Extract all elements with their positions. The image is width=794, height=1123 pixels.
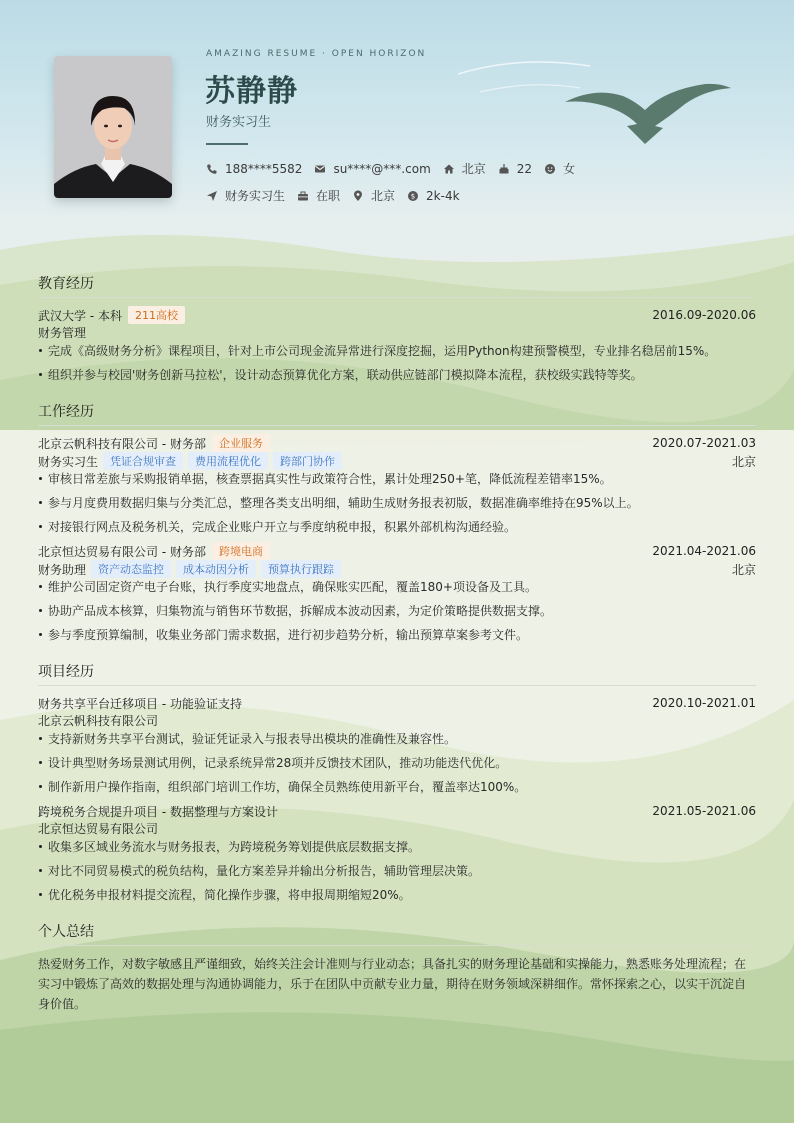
education-date: 2016.09-2020.06 bbox=[652, 308, 756, 322]
work-title: 工作经历 bbox=[38, 401, 756, 426]
job-city: 北京 bbox=[731, 562, 756, 577]
age-item bbox=[498, 162, 532, 176]
list-item: 协助产品成本核算，归集物流与销售环节数据，拆解成本波动因素，为定价策略提供数据支撑。 bbox=[38, 602, 756, 626]
location-pin-icon bbox=[352, 190, 364, 202]
list-item: 对接银行网点及税务机关，完成企业账户开立与季度纳税申报，积累外部机构沟通经验。 bbox=[38, 518, 756, 542]
job-industry-badge: 企业服务 bbox=[212, 434, 270, 452]
list-item: 维护公司固定资产电子台账，执行季度实地盘点，确保账实匹配，覆盖180+项设备及工具。 bbox=[38, 578, 756, 602]
list-item: 参与月度费用数据归集与分类汇总，整理各类支出明细，辅助生成财务报表初版，数据准确率维持在95%以上。 bbox=[38, 494, 756, 518]
summary-section bbox=[38, 921, 756, 1014]
skill-tag: 资产动态监控 bbox=[91, 560, 171, 578]
projects-title: 项目经历 bbox=[38, 661, 756, 686]
summary-text: 热爱财务工作，对数字敏感且严谨细致，始终关注会计准则与行业动态；具备扎实的财务理论基础和实操能力，熟悉账务处理流程；在实习中锻炼了高效的数据处理与沟通协调能力，乐于在团队中贡献专业力量，期待在财务领域深耕细作。常怀探索之心，以实干沉淀自身价值。 bbox=[38, 957, 747, 1011]
age-text: 22 bbox=[516, 161, 533, 176]
salary-item bbox=[407, 189, 460, 203]
job-position-row bbox=[38, 560, 756, 578]
job-company: 北京云帆科技有限公司 - 财务部 bbox=[38, 436, 206, 451]
status-text: 在职 bbox=[316, 189, 341, 203]
home-icon bbox=[443, 163, 455, 175]
job-position: 财务实习生 bbox=[38, 454, 99, 469]
education-title: 教育经历 bbox=[38, 273, 756, 298]
contact-info-row bbox=[206, 160, 587, 177]
project-header-row bbox=[38, 694, 756, 712]
email-text: su****@***.com bbox=[333, 161, 431, 176]
cake-icon bbox=[498, 163, 510, 175]
job-position-row bbox=[38, 452, 756, 470]
intent-city-item bbox=[352, 187, 395, 204]
status-item bbox=[297, 187, 340, 204]
gender-item bbox=[544, 160, 575, 177]
salary-text: 2k-4k bbox=[426, 188, 460, 203]
title-underline bbox=[206, 143, 248, 145]
intent-position-item bbox=[206, 187, 285, 204]
svg-text:$: $ bbox=[410, 192, 416, 200]
bird-decoration bbox=[565, 82, 731, 146]
home-item bbox=[443, 160, 486, 177]
job-header-row bbox=[38, 542, 756, 560]
list-item: 制作新用户操作指南，组织部门培训工作坊，确保全员熟练使用新平台，覆盖率达100%。 bbox=[38, 778, 756, 802]
job-company: 北京恒达贸易有限公司 - 财务部 bbox=[38, 544, 206, 559]
phone-text: 188****5582 bbox=[225, 161, 303, 176]
summary-title: 个人总结 bbox=[38, 921, 756, 946]
education-section bbox=[38, 273, 756, 390]
list-item: 优化税务申报材料提交流程，简化操作步骤，将申报周期缩短20%。 bbox=[38, 886, 756, 910]
list-item: 参与季度预算编制，收集业务部门需求数据，进行初步趋势分析，输出预算草案参考文件。 bbox=[38, 626, 756, 650]
job-header-row bbox=[38, 434, 756, 452]
project-date: 2020.10-2021.01 bbox=[652, 696, 756, 710]
job-industry-badge: 跨境电商 bbox=[212, 542, 270, 560]
skill-tag: 费用流程优化 bbox=[188, 452, 268, 470]
project-header-row bbox=[38, 802, 756, 820]
job-date: 2021.04-2021.06 bbox=[652, 544, 756, 558]
list-item: 支持新财务共享平台测试，验证凭证录入与报表导出模块的准确性及兼容性。 bbox=[38, 730, 756, 754]
skill-tag: 跨部门协作 bbox=[273, 452, 342, 470]
work-section bbox=[38, 401, 756, 650]
candidate-name: 苏静静 bbox=[205, 74, 298, 109]
profile-photo bbox=[54, 56, 172, 198]
school-badge: 211高校 bbox=[128, 306, 185, 324]
project-date: 2021.05-2021.06 bbox=[652, 804, 756, 818]
list-item: 收集多区域业务流水与财务报表，为跨境税务筹划提供底层数据支撑。 bbox=[38, 838, 756, 862]
gender-text: 女 bbox=[563, 162, 576, 176]
phone-item bbox=[206, 162, 302, 176]
email-item bbox=[314, 162, 430, 176]
intent-city-text: 北京 bbox=[371, 189, 396, 203]
education-header-row bbox=[38, 306, 756, 324]
home-text: 北京 bbox=[461, 162, 486, 176]
list-item: 对比不同贸易模式的税负结构，量化方案差异并输出分析报告，辅助管理层决策。 bbox=[38, 862, 756, 886]
list-item: 完成《高级财务分析》课程项目，针对上市公司现金流异常进行深度挖掘，运用Python构建预警模型，专业排名稳居前15%。 bbox=[38, 342, 756, 366]
candidate-role: 财务实习生 bbox=[206, 115, 272, 130]
list-item: 设计典型财务场景测试用例，记录系统异常28项并反馈技术团队，推动功能迭代优化。 bbox=[38, 754, 756, 778]
intent-position-text: 财务实习生 bbox=[225, 189, 286, 203]
face-icon bbox=[544, 163, 556, 175]
major-name: 财务管理 bbox=[38, 326, 87, 340]
project-company: 北京恒达贸易有限公司 bbox=[38, 822, 159, 836]
projects-section bbox=[38, 661, 756, 910]
skill-tag: 成本动因分析 bbox=[176, 560, 256, 578]
school-name: 武汉大学 - 本科 bbox=[38, 308, 122, 323]
job-position: 财务助理 bbox=[38, 562, 87, 577]
skill-tag: 凭证合规审查 bbox=[103, 452, 183, 470]
list-item: 组织并参与校园'财务创新马拉松'，设计动态预算优化方案，联动供应链部门模拟降本流程，获校级实践特等奖。 bbox=[38, 366, 756, 390]
send-icon bbox=[206, 190, 218, 202]
project-name: 财务共享平台迁移项目 - 功能验证支持 bbox=[38, 696, 242, 711]
job-city: 北京 bbox=[731, 454, 756, 469]
phone-icon bbox=[206, 163, 218, 175]
money-icon bbox=[407, 190, 419, 202]
project-name: 跨境税务合规提升项目 - 数据整理与方案设计 bbox=[38, 804, 278, 819]
resume-tagline: AMAZING RESUME · OPEN HORIZON bbox=[206, 49, 427, 59]
job-date: 2020.07-2021.03 bbox=[652, 436, 756, 450]
list-item: 审核日常差旅与采购报销单据，核查票据真实性与政策符合性，累计处理250+笔，降低流程差错率15%。 bbox=[38, 470, 756, 494]
job-intent-row bbox=[206, 187, 472, 204]
mail-icon bbox=[314, 163, 326, 175]
project-company: 北京云帆科技有限公司 bbox=[38, 714, 159, 728]
skill-tag: 预算执行跟踪 bbox=[261, 560, 341, 578]
briefcase-icon bbox=[297, 190, 309, 202]
